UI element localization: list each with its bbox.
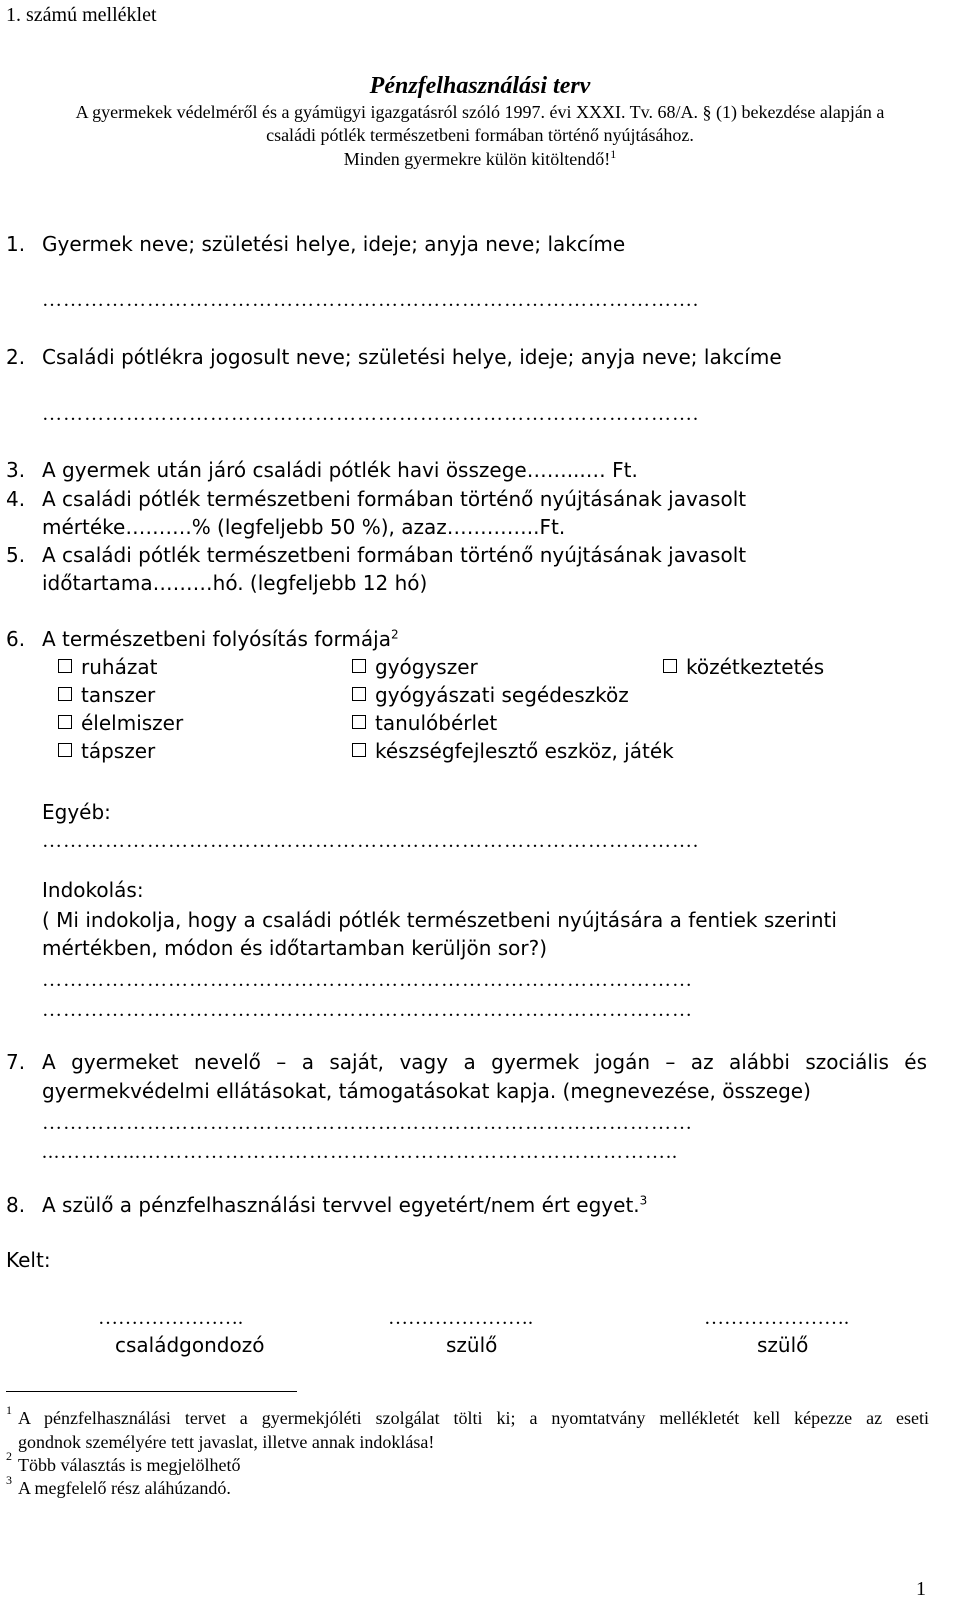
reason-fill-line-2[interactable]: ………………………………………………………………………………… — [42, 999, 693, 1021]
subtitle-line-3 — [0, 148, 960, 170]
item-1 — [6, 230, 25, 258]
option-tanuloberlet[interactable] — [352, 710, 497, 736]
option-label: gyógyászati segédeszköz — [375, 683, 629, 707]
item-5-number: 5. — [6, 543, 26, 567]
item-7-fill-line-1[interactable]: ………………………………………………………………………………… — [42, 1112, 693, 1134]
item-3-text: A gyermek után járó családi pótlék havi összege……...… Ft. — [42, 458, 638, 482]
subtitle-line-2: családi pótlék természetbeni formában történő nyújtásához. — [266, 125, 694, 145]
item-2-fill-line[interactable]: …………………………………………………………………………………. — [42, 403, 699, 425]
checkbox-icon[interactable] — [58, 743, 72, 757]
item-6-text — [42, 625, 399, 653]
option-label: tanszer — [81, 683, 156, 707]
item-7-fill-line-2[interactable]: ...………...………………………………………………………………….. — [42, 1141, 678, 1163]
annex-label: 1. számú melléklet — [6, 4, 157, 26]
other-fill-line[interactable]: …………………………………………………………………………………. — [42, 830, 699, 852]
subtitle-line-1: A gyermekek védelméről és a gyámügyi igazgatásról szóló 1997. évi XXXI. Tv. 68/A. § (1) bekezdése alapján a — [75, 102, 885, 122]
option-keszsegfejleszto[interactable] — [352, 738, 674, 764]
item-8-label: A szülő a pénzfelhasználási tervvel egyetért/nem ért egyet. — [42, 1193, 640, 1217]
option-label: tápszer — [81, 739, 156, 763]
page-title: Pénzfelhasználási terv — [369, 73, 591, 99]
reason-question-line-2: mértékben, módon és időtartamban kerüljön sor?) — [42, 936, 548, 960]
footnote-1-line-2: gondnok személyére tett javaslat, illetve annak indoklása! — [18, 1432, 435, 1452]
option-tanszer[interactable] — [58, 682, 155, 708]
item-7-number: 7. — [6, 1050, 26, 1074]
signature-label-parent-2: szülő — [757, 1333, 809, 1357]
checkbox-icon[interactable] — [352, 687, 366, 701]
reason-label: Indokolás: — [42, 878, 144, 902]
footnote-2-text: Több választás is megjelölhető — [18, 1455, 241, 1475]
footnote-ref-2: 2 — [390, 627, 399, 642]
reason-question-line-1: ( Mi indokolja, hogy a családi pótlék természetbeni nyújtására a fentiek szerinti — [42, 908, 837, 932]
item-6-label: A természetbeni folyósítás formája — [42, 627, 391, 651]
item-7-text-line-1: A gyermeket nevelő – a saját, vagy a gyermek jogán – az alábbi szociális és — [42, 1050, 927, 1074]
footnote-1-line-1: A pénzfelhasználási tervet a gyermekjóléti szolgálat tölti ki; a nyomtatvány mellékletét kell képezze az eseti — [18, 1408, 929, 1428]
item-4-text-line-2: mértéke……….% (legfeljebb 50 %), azaz…………..Ft. — [42, 515, 566, 539]
option-label: tanulóbérlet — [375, 711, 498, 735]
option-ruhazat[interactable] — [58, 654, 157, 680]
date-label: Kelt: — [6, 1248, 51, 1272]
footnote-ref-3: 3 — [639, 1193, 648, 1208]
signature-line-parent-2[interactable]: …………………. — [704, 1307, 849, 1329]
reason-fill-line-1[interactable]: ………………………………………………………………………………… — [42, 969, 693, 991]
item-2-text: Családi pótlékra jogosult neve; születési helye, ideje; anyja neve; lakcíme — [42, 345, 782, 369]
option-kozetkeztetes[interactable] — [663, 654, 824, 680]
other-label: Egyéb: — [42, 800, 111, 824]
item-4-text-line-1: A családi pótlék természetbeni formában történő nyújtásának javasolt — [42, 487, 747, 511]
signature-label-parent-1: szülő — [446, 1333, 498, 1357]
footnote-divider — [6, 1391, 297, 1392]
item-5-text-line-2: időtartama………hó. (legfeljebb 12 hó) — [42, 571, 428, 595]
footnote-ref-1: 1 — [610, 147, 617, 161]
page-number: 1 — [916, 1578, 926, 1600]
checkbox-icon[interactable] — [58, 715, 72, 729]
footnote-3-text: A megfelelő rész aláhúzandó. — [18, 1478, 231, 1498]
footnote-2-number: 2 — [6, 1449, 12, 1463]
item-1-fill-line[interactable]: …………………………………………………………………………………. — [42, 289, 699, 311]
option-gyogyaszati-segedeszkoz[interactable] — [352, 682, 629, 708]
option-label: ruházat — [81, 655, 158, 679]
footnote-3-number: 3 — [6, 1473, 12, 1487]
signature-line-caseworker[interactable]: …………………. — [98, 1307, 243, 1329]
checkbox-icon[interactable] — [352, 743, 366, 757]
item-1-number: 1. — [6, 232, 26, 256]
signature-label-caseworker: családgondozó — [115, 1333, 265, 1357]
checkbox-icon[interactable] — [352, 659, 366, 673]
footnote-1-number: 1 — [6, 1403, 12, 1417]
option-label: gyógyszer — [375, 655, 478, 679]
checkbox-icon[interactable] — [58, 687, 72, 701]
checkbox-icon[interactable] — [352, 715, 366, 729]
option-label: közétkeztetés — [686, 655, 825, 679]
item-8-number: 8. — [6, 1193, 26, 1217]
option-gyogyszer[interactable] — [352, 654, 478, 680]
item-8-text — [42, 1191, 647, 1219]
item-4-number: 4. — [6, 487, 26, 511]
item-5-text-line-1: A családi pótlék természetbeni formában történő nyújtásának javasolt — [42, 543, 747, 567]
item-6-number: 6. — [6, 627, 26, 651]
option-elelmiszer[interactable] — [58, 710, 183, 736]
option-label: élelmiszer — [81, 711, 184, 735]
subtitle-text: Minden gyermekre külön kitöltendő! — [343, 149, 611, 169]
item-3-number: 3. — [6, 458, 26, 482]
checkbox-icon[interactable] — [663, 659, 677, 673]
signature-line-parent-1[interactable]: …………………. — [388, 1307, 533, 1329]
option-label: készségfejlesztő eszköz, játék — [375, 739, 674, 763]
option-tapszer[interactable] — [58, 738, 155, 764]
item-7-text-line-2: gyermekvédelmi ellátásokat, támogatásokat kapja. (megnevezése, összege) — [42, 1079, 811, 1103]
item-1-text: Gyermek neve; születési helye, ideje; anyja neve; lakcíme — [42, 232, 626, 256]
item-2-number: 2. — [6, 345, 26, 369]
checkbox-icon[interactable] — [58, 659, 72, 673]
